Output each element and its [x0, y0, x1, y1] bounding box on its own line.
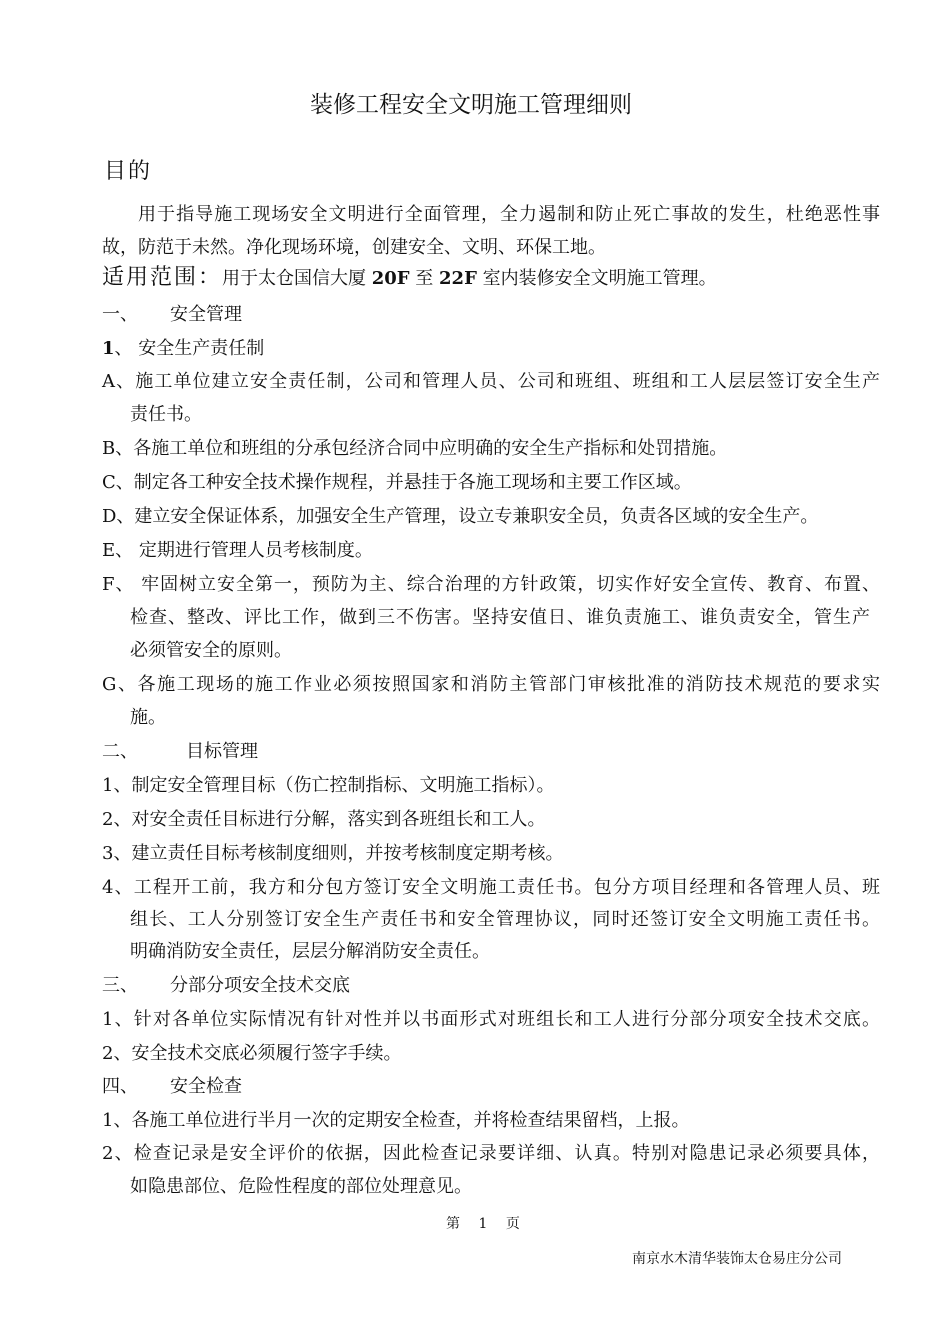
section-3-item-1: 1、针对各单位实际情况有针对性并以书面形式对班组长和工人进行分部分项安全技术交底。	[102, 1009, 880, 1030]
scope-text-mid: 至	[409, 268, 440, 289]
page-number: 1	[478, 1216, 488, 1232]
item-F-line-2: 检查、整改、评比工作，做到三不伤害。坚持安值日、谁负责施工、谁负责安全，管生产	[130, 607, 870, 628]
item-F-line-3: 必须管安全的原则。	[130, 640, 292, 661]
item-A-line-1: A、施工单位建立安全责任制，公司和管理人员、公司和班组、班组和工人层层签订安全生产	[102, 371, 880, 392]
section-2-number: 二、	[102, 741, 138, 762]
section-2-item-3: 3、建立责任目标考核制度细则，并按考核制度定期考核。	[102, 843, 564, 864]
purpose-line-2: 故，防范于未然。净化现场环境，创建安全、文明、环保工地。	[102, 237, 606, 258]
section-2-title: 目标管理	[186, 741, 258, 762]
scope-floor-from: 20F	[371, 268, 410, 289]
section-2-item-1: 1、制定安全管理目标（伤亡控制指标、文明施工指标）。	[102, 775, 555, 796]
section-3-title: 分部分项安全技术交底	[170, 975, 350, 996]
section-4-item-2-line-1: 2、检查记录是安全评价的依据，因此检查记录要详细、认真。特别对隐患记录必须要具体，	[102, 1143, 880, 1164]
item-G-line-1: G、各施工现场的施工作业必须按照国家和消防主管部门审核批准的消防技术规范的要求实	[102, 674, 880, 695]
purpose-heading: 目的	[104, 159, 153, 184]
section-2-item-2: 2、对安全责任目标进行分解，落实到各班组长和工人。	[102, 809, 546, 830]
section-2-item-4-line-1: 4、工程开工前，我方和分包方签订安全文明施工责任书。包分方项目经理和各管理人员、班	[102, 877, 880, 898]
company-name: 南京水木清华装饰太仓易庄分公司	[632, 1251, 842, 1267]
item-C: C、制定各工种安全技术操作规程，并悬挂于各施工现场和主要工作区域。	[102, 472, 692, 493]
item-B: B、各施工单位和班组的分承包经济合同中应明确的安全生产指标和处罚措施。	[102, 438, 728, 459]
subsection-1-number: 1	[102, 338, 115, 359]
section-1-number: 一、	[102, 304, 138, 325]
subsection-1-heading	[102, 337, 264, 361]
scope-line	[102, 264, 717, 294]
section-2-item-4-line-2: 组长、工人分别签订安全生产责任书和安全管理协议，同时还签订安全文明施工责任书。	[130, 909, 880, 930]
page-prefix: 第	[446, 1216, 460, 1232]
section-4-title: 安全检查	[170, 1076, 242, 1097]
scope-floor-to: 22F	[439, 268, 477, 289]
scope-text-post: 室内装修安全文明施工管理。	[476, 268, 717, 289]
subsection-1-title: 、 安全生产责任制	[114, 338, 265, 359]
document-title: 装修工程安全文明施工管理细则	[310, 92, 632, 118]
section-4-item-2-line-2: 如隐患部位、危险性程度的部位处理意见。	[130, 1176, 472, 1197]
item-A-line-2: 责任书。	[130, 404, 202, 425]
section-3-item-2: 2、安全技术交底必须履行签字手续。	[102, 1043, 402, 1064]
section-1-title: 安全管理	[170, 304, 242, 325]
section-3-number: 三、	[102, 975, 138, 996]
scope-text-pre: 用于太仓国信大厦	[222, 268, 372, 289]
page-number-footer	[446, 1215, 520, 1233]
item-F-line-1: F、 牢固树立安全第一，预防为主、综合治理的方针政策，切实作好安全宣传、教育、布置、	[102, 574, 880, 595]
section-4-number: 四、	[102, 1076, 138, 1097]
item-G-line-2: 施。	[130, 707, 166, 728]
section-4-item-1: 1、各施工单位进行半月一次的定期安全检查，并将检查结果留档，上报。	[102, 1110, 690, 1131]
section-2-item-4-line-3: 明确消防安全责任，层层分解消防安全责任。	[130, 941, 490, 962]
item-D: D、建立安全保证体系，加强安全生产管理，设立专兼职安全员，负责各区域的安全生产。	[102, 506, 819, 527]
item-E: E、 定期进行管理人员考核制度。	[102, 540, 373, 561]
purpose-line-1: 用于指导施工现场安全文明进行全面管理，全力遏制和防止死亡事故的发生，杜绝恶性事	[138, 204, 880, 225]
scope-heading: 适用范围：	[102, 265, 223, 290]
page-suffix: 页	[505, 1216, 520, 1232]
